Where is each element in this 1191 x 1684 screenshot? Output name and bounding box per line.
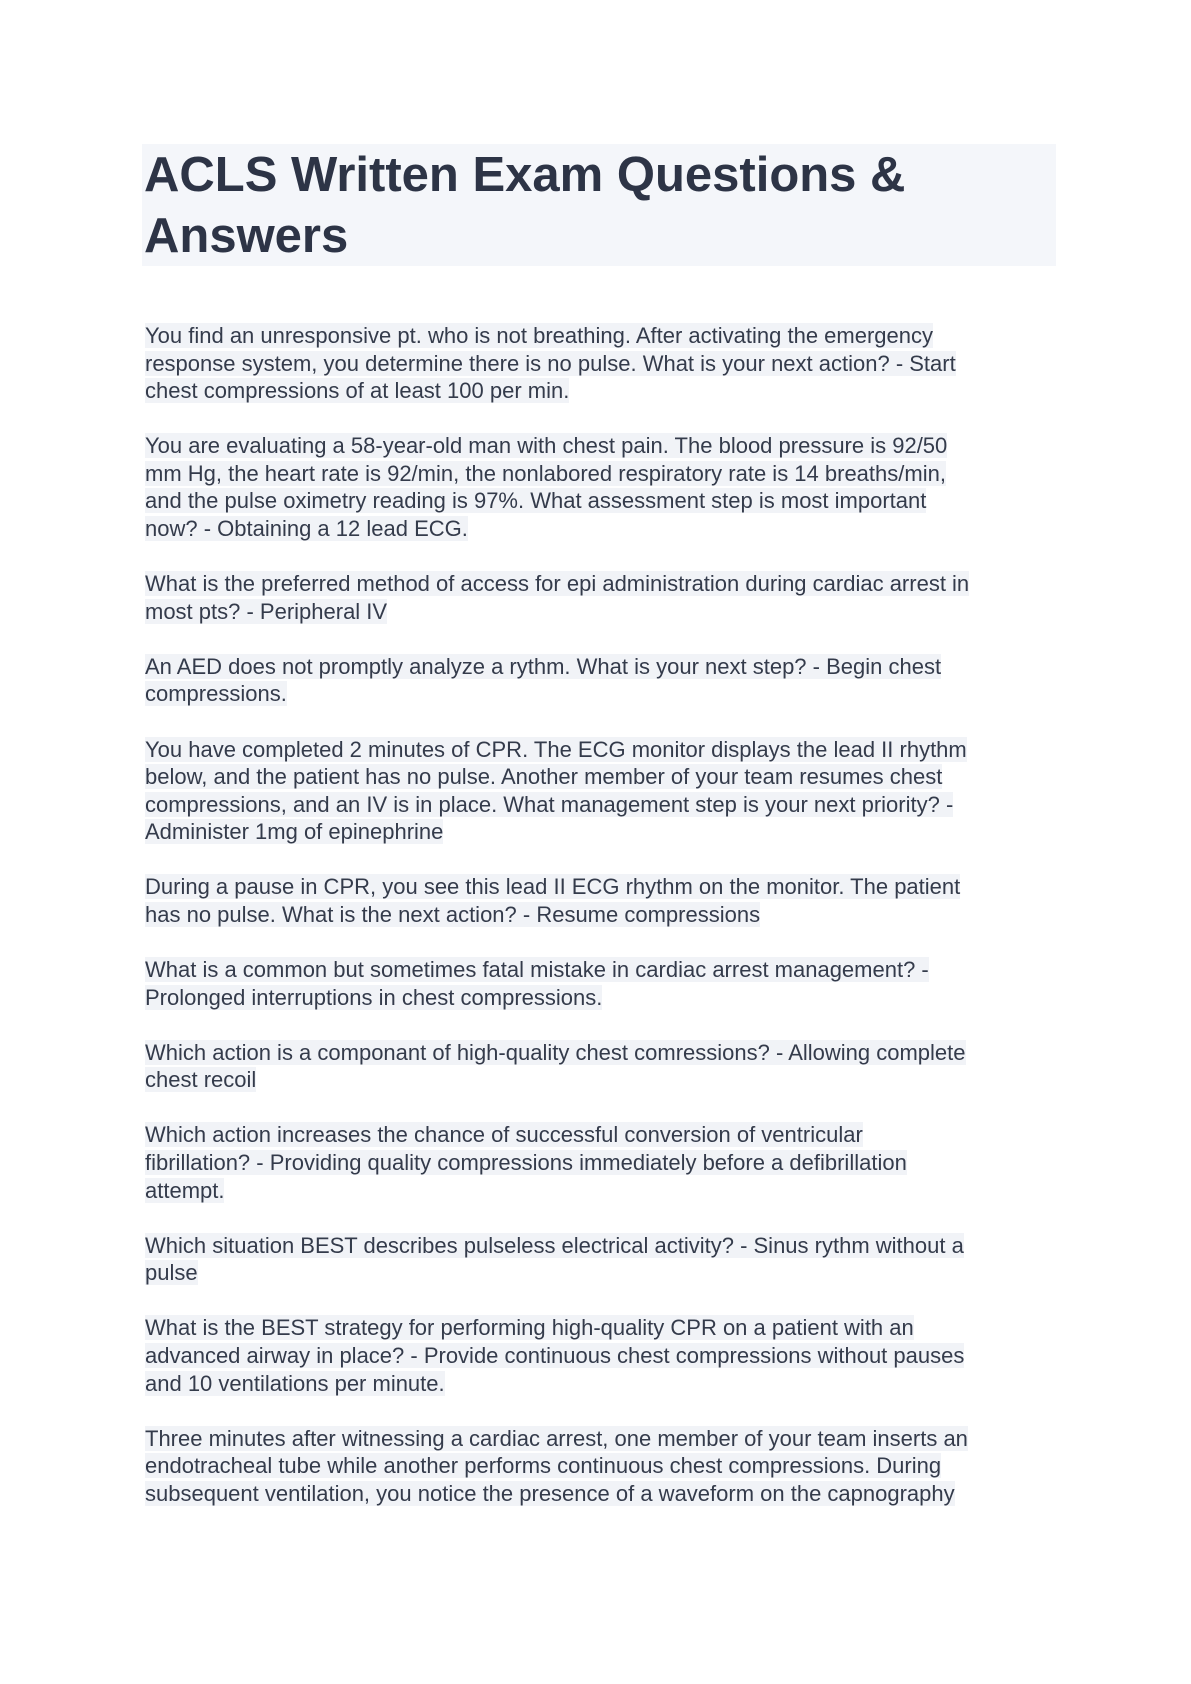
qa-line: pulse: [145, 1260, 198, 1286]
qa-list: [145, 322, 1065, 1535]
document-title: ACLS Written Exam Questions & Answers: [144, 148, 906, 263]
qa-item: [145, 1039, 1065, 1094]
qa-line: Which situation BEST describes pulseless electrical activity? - Sinus rythm without a: [145, 1232, 964, 1258]
qa-line: most pts? - Peripheral IV: [145, 598, 388, 624]
qa-line: compressions, and an IV is in place. What management step is your next priority? -: [145, 791, 954, 817]
qa-line: and 10 ventilations per minute.: [145, 1370, 445, 1396]
qa-line: Three minutes after witnessing a cardiac arrest, one member of your team inserts an: [145, 1425, 968, 1451]
qa-line: mm Hg, the heart rate is 92/min, the nonlabored respiratory rate is 14 breaths/min,: [145, 460, 946, 486]
qa-line: What is the preferred method of access for epi administration during cardiac arrest in: [145, 571, 970, 597]
qa-item: [145, 873, 1065, 928]
qa-line: now? - Obtaining a 12 lead ECG.: [145, 516, 468, 542]
qa-line: You are evaluating a 58-year-old man with chest pain. The blood pressure is 92/50: [145, 433, 948, 459]
qa-line: An AED does not promptly analyze a rythm. What is your next step? - Begin chest: [145, 653, 942, 679]
qa-item: [145, 1232, 1065, 1287]
qa-item: [145, 322, 1065, 405]
qa-item: [145, 432, 1065, 542]
qa-line: response system, you determine there is no pulse. What is your next action? - Start: [145, 350, 956, 376]
qa-line: attempt.: [145, 1177, 225, 1203]
qa-item: [145, 1425, 1065, 1508]
qa-line: and the pulse oximetry reading is 97%. What assessment step is most important: [145, 488, 927, 514]
qa-line: chest compressions of at least 100 per min.: [145, 378, 570, 404]
qa-line: advanced airway in place? - Provide continuous chest compressions without pauses: [145, 1343, 965, 1369]
qa-item: [145, 1314, 1065, 1397]
qa-line: subsequent ventilation, you notice the presence of a waveform on the capnography: [145, 1480, 955, 1506]
qa-line: fibrillation? - Providing quality compressions immediately before a defibrillation: [145, 1150, 907, 1176]
qa-item: [145, 1121, 1065, 1204]
qa-line: What is the BEST strategy for performing high-quality CPR on a patient with an: [145, 1315, 914, 1341]
qa-item: [145, 736, 1065, 846]
qa-line: Which action is a componant of high-quality chest comressions? - Allowing complete: [145, 1039, 966, 1065]
qa-item: [145, 570, 1065, 625]
qa-line: chest recoil: [145, 1067, 257, 1093]
qa-line: has no pulse. What is the next action? - Resume compressions: [145, 902, 761, 927]
qa-line: What is a common but sometimes fatal mistake in cardiac arrest management? -: [145, 957, 929, 983]
qa-line: Which action increases the chance of successful conversion of ventricular: [145, 1122, 863, 1148]
qa-line: compressions.: [145, 681, 287, 707]
qa-item: [145, 653, 1065, 708]
qa-line: You have completed 2 minutes of CPR. The ECG monitor displays the lead II rhythm: [145, 736, 967, 762]
qa-line: endotracheal tube while another performs continuous chest compressions. During: [145, 1453, 942, 1479]
qa-item: [145, 956, 1065, 1011]
qa-line: below, and the patient has no pulse. Another member of your team resumes chest: [145, 764, 943, 790]
qa-line: Prolonged interruptions in chest compressions.: [145, 984, 603, 1010]
qa-line: Administer 1mg of epinephrine: [145, 819, 444, 845]
qa-line: You find an unresponsive pt. who is not breathing. After activating the emergency: [145, 323, 934, 348]
qa-line: During a pause in CPR, you see this lead II ECG rhythm on the monitor. The patient: [145, 874, 961, 900]
